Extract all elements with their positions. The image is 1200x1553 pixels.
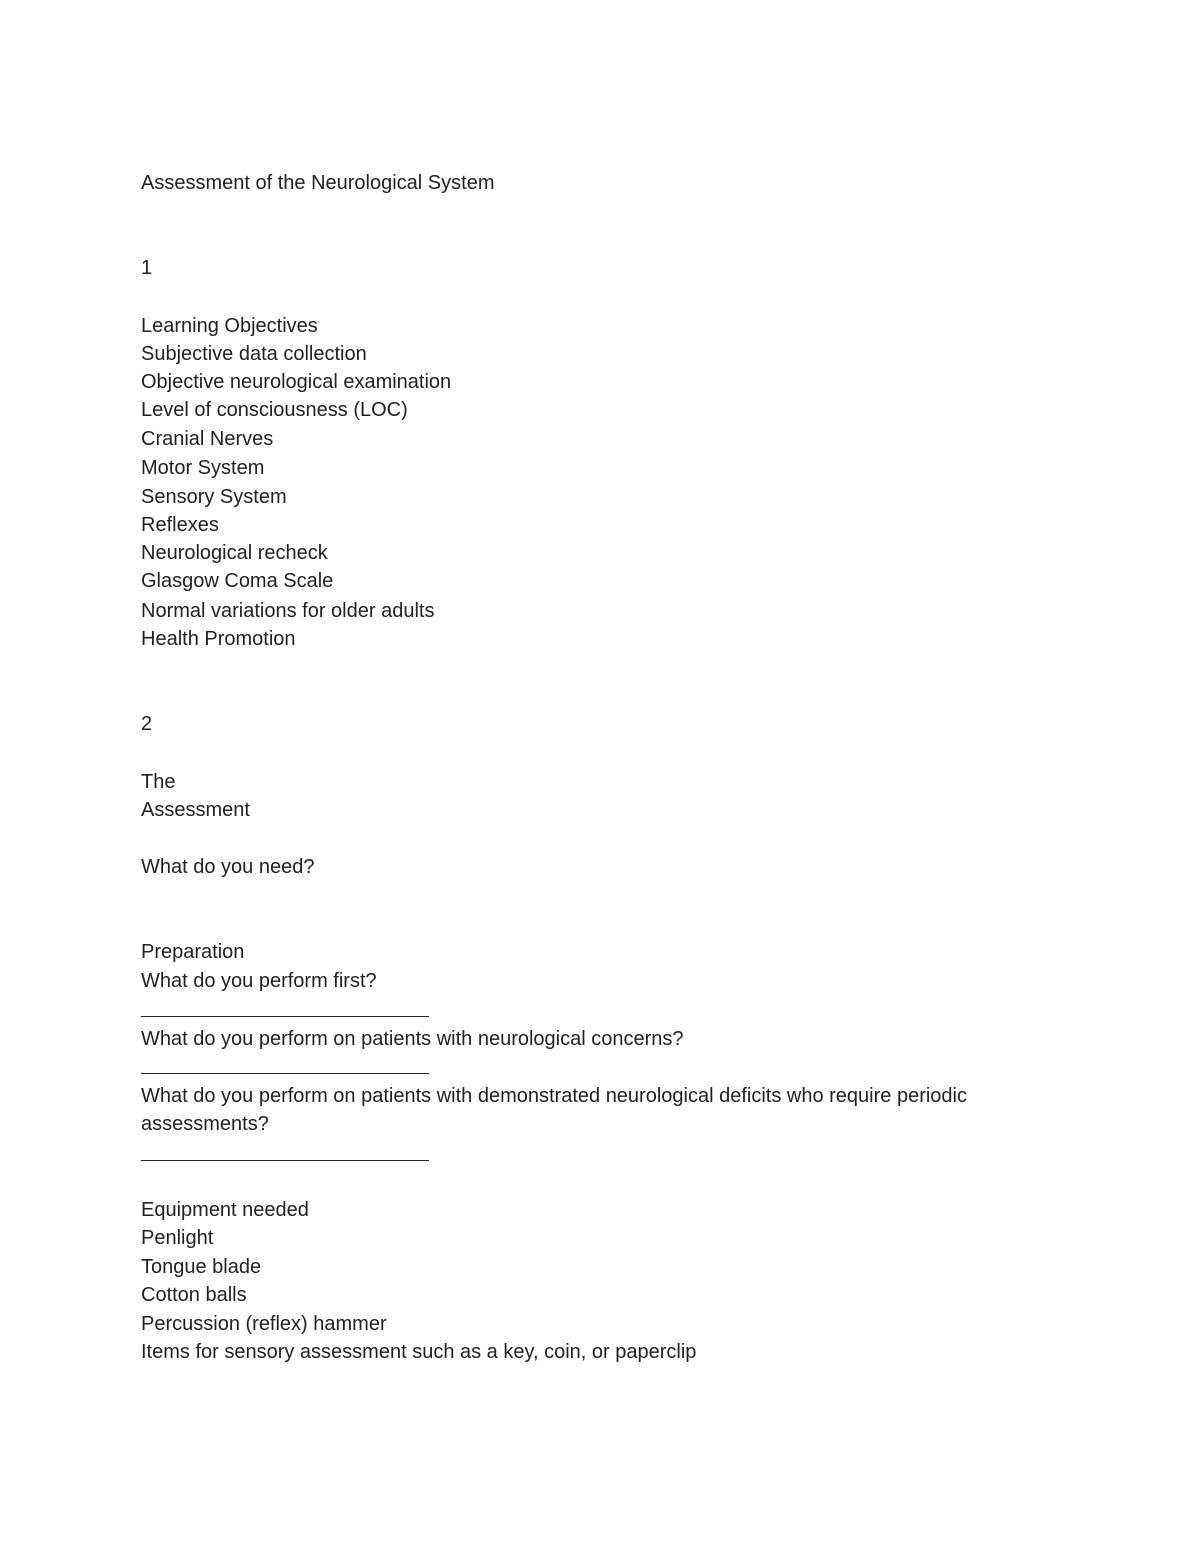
section-heading-line2: Assessment <box>141 799 250 821</box>
list-item: Reflexes <box>141 514 219 536</box>
list-item: Percussion (reflex) hammer <box>141 1313 387 1335</box>
list-item: Objective neurological examination <box>141 371 452 393</box>
question-text: What do you need? <box>141 856 315 878</box>
answer-blank-line <box>141 1016 429 1017</box>
list-item: Items for sensory assessment such as a key, coin, or paperclip <box>141 1341 697 1363</box>
list-item: Cranial Nerves <box>141 428 274 450</box>
slide-number-1: 1 <box>141 257 153 279</box>
list-item: Subjective data collection <box>141 343 367 365</box>
list-item: Glasgow Coma Scale <box>141 570 334 592</box>
answer-blank-line <box>141 1160 429 1161</box>
answer-blank-line <box>141 1073 429 1074</box>
slide-number-2: 2 <box>141 713 153 735</box>
question-neuro-deficits-cont: assessments? <box>141 1113 269 1135</box>
list-item: Normal variations for older adults <box>141 600 435 622</box>
list-item: Health Promotion <box>141 628 296 650</box>
preparation-label: Preparation <box>141 941 245 963</box>
question-neuro-concerns: What do you perform on patients with neurological concerns? <box>141 1028 684 1050</box>
document-title: Assessment of the Neurological System <box>141 172 495 194</box>
question-perform-first: What do you perform first? <box>141 970 377 992</box>
list-item: Motor System <box>141 457 265 479</box>
list-item: Level of consciousness (LOC) <box>141 399 408 421</box>
list-item: Neurological recheck <box>141 542 328 564</box>
list-item: Cotton balls <box>141 1284 247 1306</box>
list-item: Learning Objectives <box>141 315 318 337</box>
list-item: Penlight <box>141 1227 214 1249</box>
section-heading-line1: The <box>141 771 176 793</box>
list-item: Sensory System <box>141 486 287 508</box>
question-neuro-deficits: What do you perform on patients with demonstrated neurological deficits who require periodic <box>141 1085 967 1107</box>
equipment-heading: Equipment needed <box>141 1199 309 1221</box>
list-item: Tongue blade <box>141 1256 262 1278</box>
